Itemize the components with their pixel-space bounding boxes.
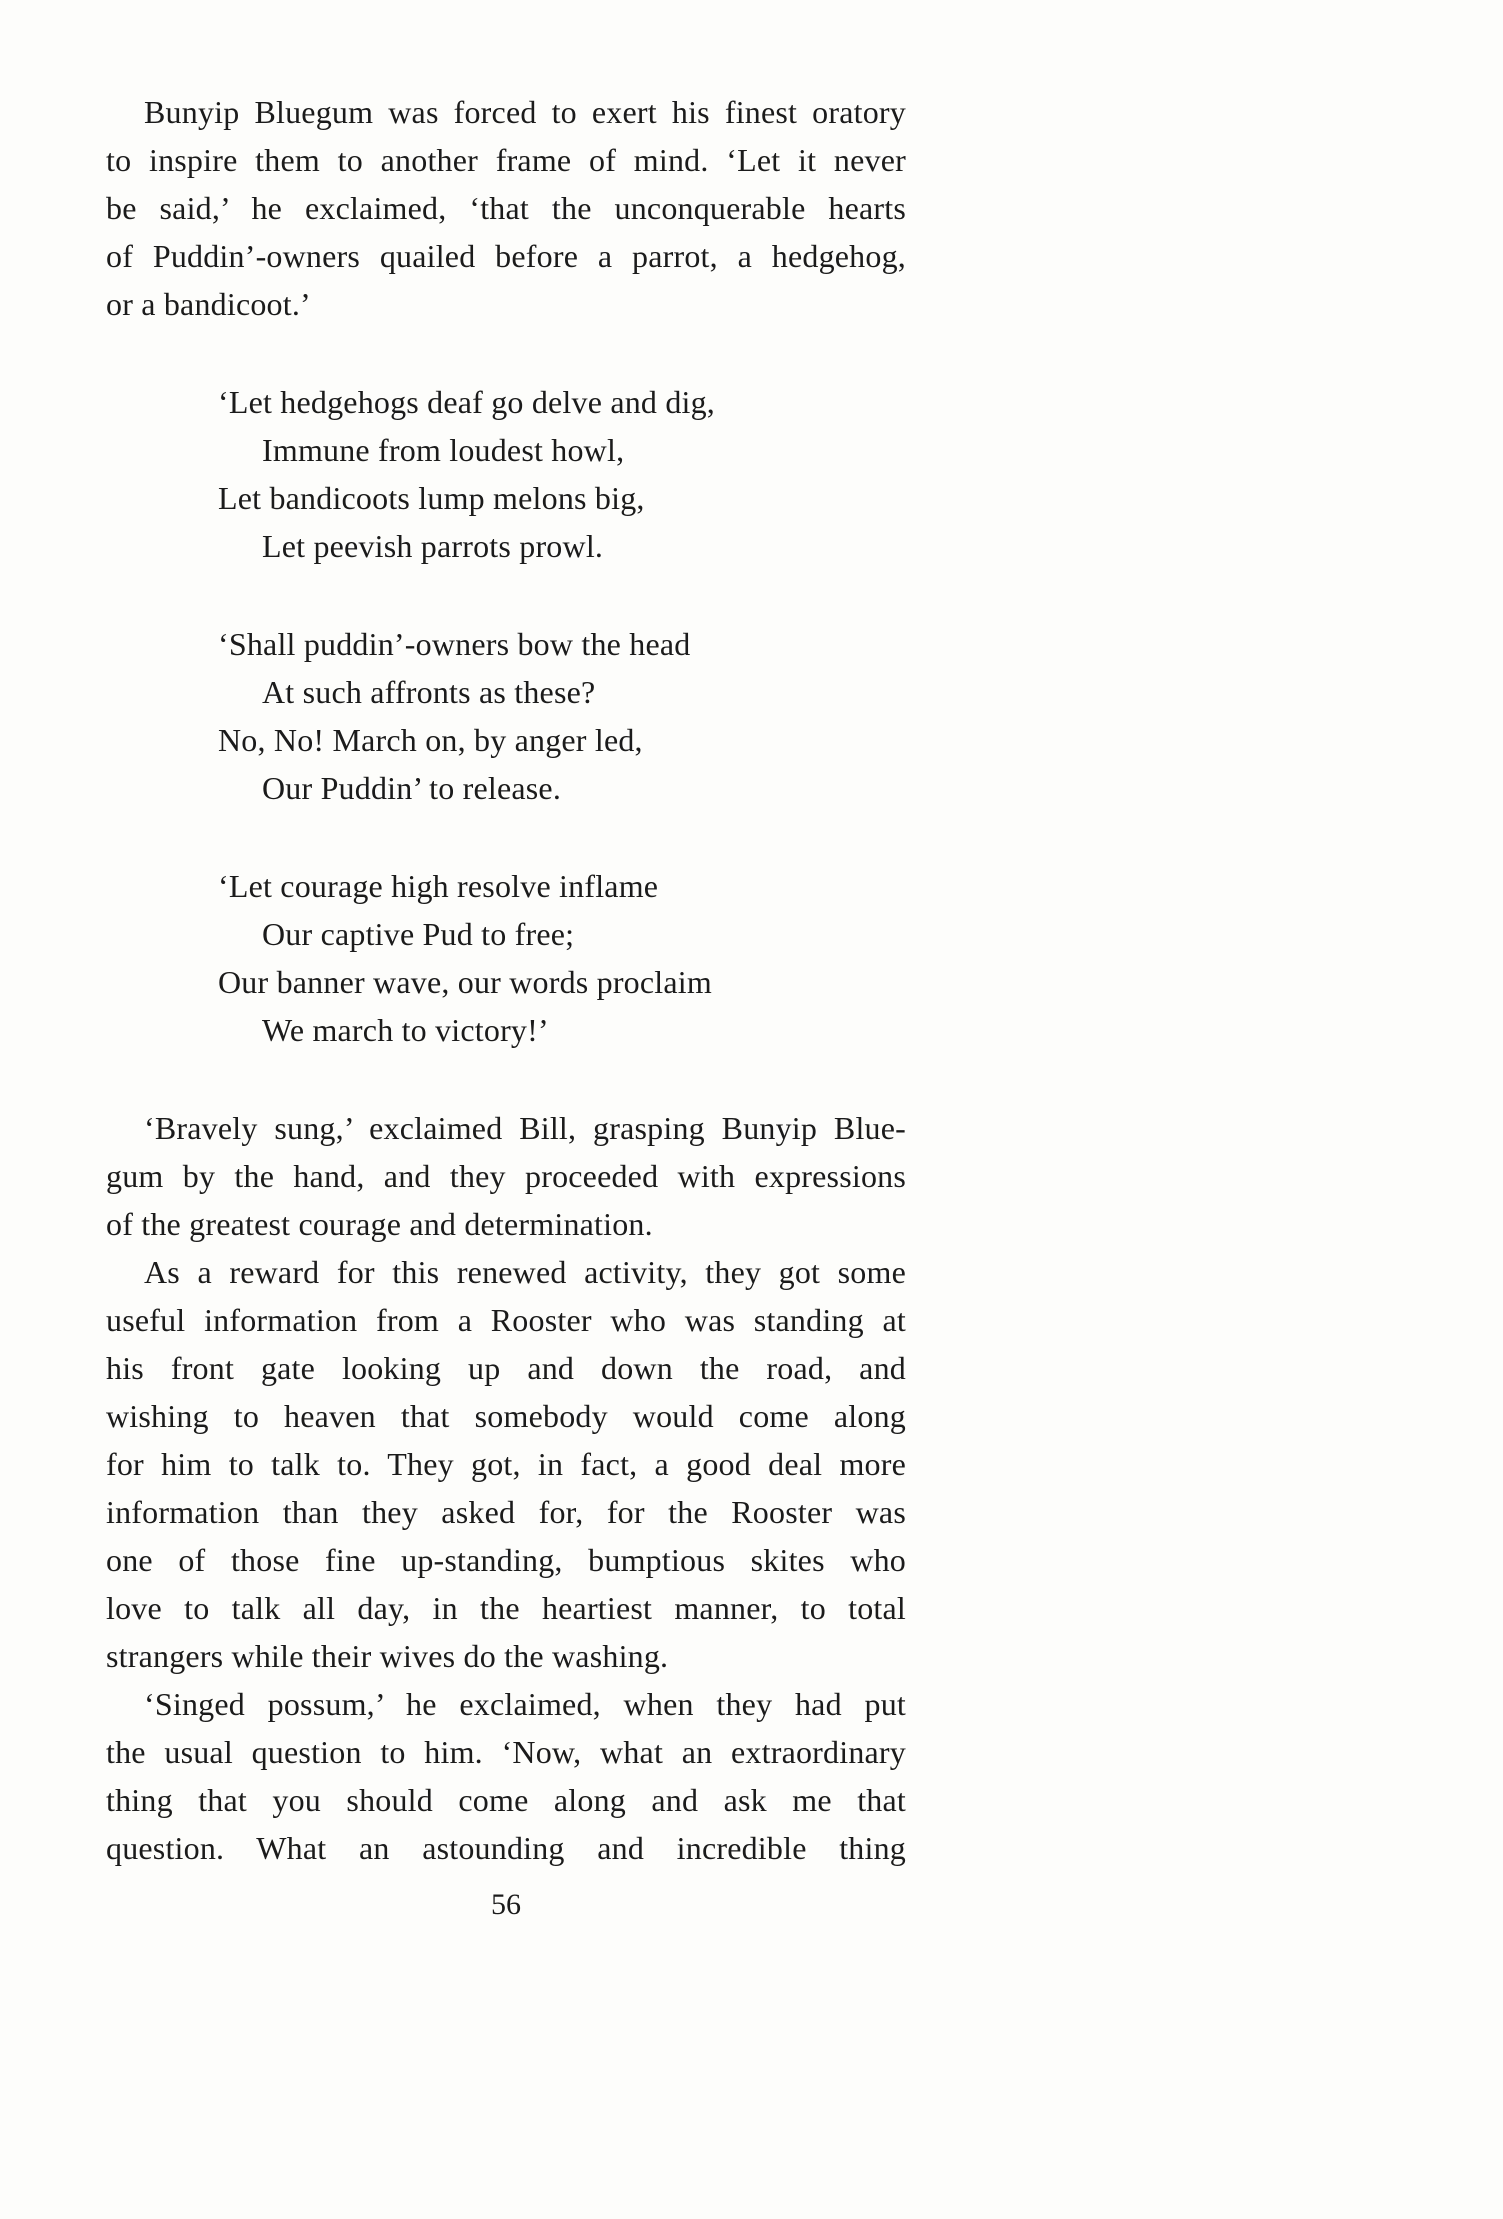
text-line: or a bandicoot.’: [106, 286, 311, 322]
text-line: wishing to heaven that somebody would come along: [106, 1398, 906, 1434]
paragraph-4: [106, 1680, 906, 1872]
text-line: As a reward for this renewed activity, they got some: [144, 1254, 906, 1290]
verse-line: Our banner wave, our words proclaim: [218, 964, 712, 1000]
text-line: love to talk all day, in the heartiest manner, to total: [106, 1590, 906, 1626]
verse-line: No, No! March on, by anger led,: [218, 722, 643, 758]
text-line: of Puddin’-owners quailed before a parrot, a hedgehog,: [106, 238, 906, 274]
verse-line: ‘Let hedgehogs deaf go delve and dig,: [218, 384, 716, 420]
text-line: ‘Bravely sung,’ exclaimed Bill, grasping Bunyip Blue-: [144, 1110, 906, 1146]
text-line: be said,’ he exclaimed, ‘that the unconquerable hearts: [106, 190, 906, 226]
page-number: 56: [491, 1888, 521, 1921]
text-line: Bunyip Bluegum was forced to exert his finest oratory: [144, 94, 906, 130]
verse-stanza-1: [106, 378, 906, 570]
paragraph-3: [106, 1248, 906, 1680]
verse-line: We march to victory!’: [262, 1012, 549, 1048]
text-line: for him to talk to. They got, in fact, a good deal more: [106, 1446, 906, 1482]
verse-stanza-2: [106, 620, 906, 812]
verse-line: Immune from loudest howl,: [262, 432, 625, 468]
text-line: his front gate looking up and down the road, and: [106, 1350, 906, 1386]
text-line: ‘Singed possum,’ he exclaimed, when they had put: [144, 1686, 906, 1722]
paragraph-1: [106, 88, 906, 328]
text-line: one of those fine up-standing, bumptious skites who: [106, 1542, 906, 1578]
text-line: question. What an astounding and incredible thing: [106, 1830, 906, 1866]
verse-line: ‘Shall puddin’-owners bow the head: [218, 626, 691, 662]
verse-line: Our Puddin’ to release.: [262, 770, 562, 806]
text-line: useful information from a Rooster who was standing at: [106, 1302, 906, 1338]
verse-line: Let bandicoots lump melons big,: [218, 480, 645, 516]
verse-line: At such affronts as these?: [262, 674, 596, 710]
text-line: gum by the hand, and they proceeded with expressions: [106, 1158, 906, 1194]
text-line: strangers while their wives do the washing.: [106, 1638, 669, 1674]
verse-stanza-3: [106, 862, 906, 1054]
verse-line: ‘Let courage high resolve inflame: [218, 868, 659, 904]
text-line: thing that you should come along and ask me that: [106, 1782, 906, 1818]
text-line: the usual question to him. ‘Now, what an extraordinary: [106, 1734, 906, 1770]
text-line: of the greatest courage and determination.: [106, 1206, 653, 1242]
text-block: [106, 88, 906, 1872]
verse-line: Let peevish parrots prowl.: [262, 528, 604, 564]
paragraph-2: [106, 1104, 906, 1248]
text-line: to inspire them to another frame of mind. ‘Let it never: [106, 142, 906, 178]
text-line: information than they asked for, for the Rooster was: [106, 1494, 906, 1530]
verse-line: Our captive Pud to free;: [262, 916, 575, 952]
